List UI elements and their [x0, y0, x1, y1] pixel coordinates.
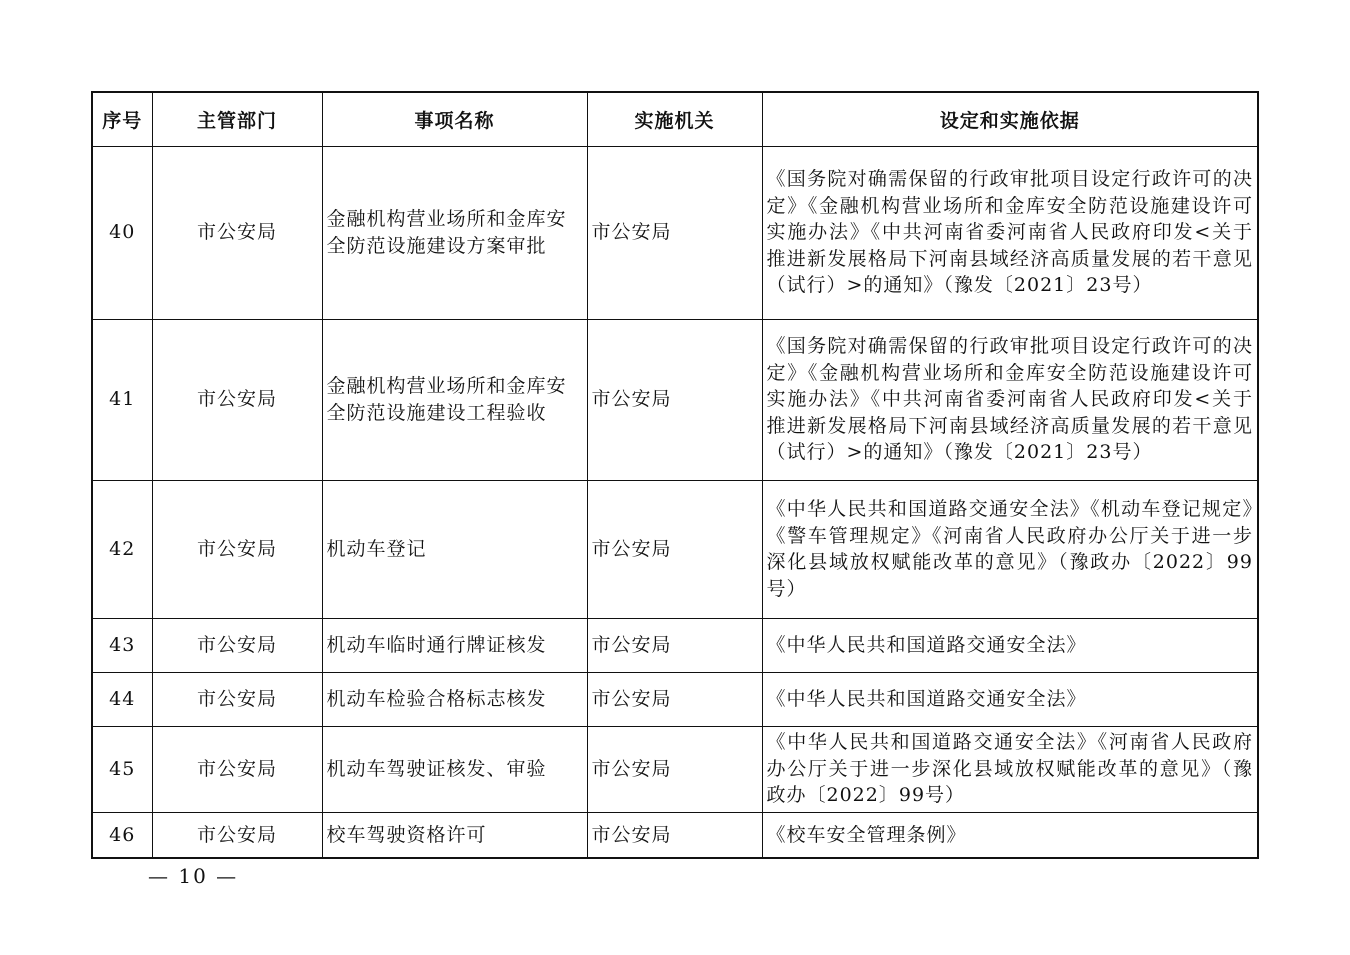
cell-department: 市公安局 [152, 146, 322, 319]
header-row [92, 92, 1258, 146]
cell-implementing-agency: 市公安局 [587, 672, 762, 726]
cell-item-name: 金融机构营业场所和金库安全防范设施建设工程验收 [322, 319, 587, 480]
table-row [92, 672, 1258, 726]
header-serial-number: 序号 [92, 92, 152, 146]
cell-legal-basis: 《中华人民共和国道路交通安全法》 [762, 618, 1258, 672]
cell-serial-number: 41 [92, 319, 152, 480]
cell-department: 市公安局 [152, 480, 322, 618]
cell-legal-basis: 《中华人民共和国道路交通安全法》《河南省人民政府办公厅关于进一步深化县域放权赋能改革的意见》（豫政办〔2022〕99号） [762, 726, 1258, 812]
cell-item-name: 机动车检验合格标志核发 [322, 672, 587, 726]
cell-department: 市公安局 [152, 672, 322, 726]
table-row [92, 618, 1258, 672]
cell-item-name: 机动车驾驶证核发、审验 [322, 726, 587, 812]
table-row [92, 812, 1258, 858]
cell-implementing-agency: 市公安局 [587, 146, 762, 319]
page-number: — 10 — [148, 864, 239, 888]
table-row [92, 319, 1258, 480]
cell-serial-number: 40 [92, 146, 152, 319]
cell-implementing-agency: 市公安局 [587, 812, 762, 858]
cell-serial-number: 42 [92, 480, 152, 618]
table-body [92, 146, 1258, 858]
cell-serial-number: 46 [92, 812, 152, 858]
cell-item-name: 校车驾驶资格许可 [322, 812, 587, 858]
header-legal-basis: 设定和实施依据 [762, 92, 1258, 146]
table-row [92, 146, 1258, 319]
cell-implementing-agency: 市公安局 [587, 726, 762, 812]
cell-legal-basis: 《中华人民共和国道路交通安全法》《机动车登记规定》《警车管理规定》《河南省人民政府办公厅关于进一步深化县域放权赋能改革的意见》（豫政办〔2022〕99号） [762, 480, 1258, 618]
cell-serial-number: 45 [92, 726, 152, 812]
cell-legal-basis: 《国务院对确需保留的行政审批项目设定行政许可的决定》《金融机构营业场所和金库安全防范设施建设许可实施办法》《中共河南省委河南省人民政府印发<关于推进新发展格局下河南县域经济高质量发展的若干意见（试行）>的通知》（豫发〔2021〕23号） [762, 146, 1258, 319]
cell-implementing-agency: 市公安局 [587, 480, 762, 618]
table-row [92, 480, 1258, 618]
cell-legal-basis: 《校车安全管理条例》 [762, 812, 1258, 858]
cell-serial-number: 43 [92, 618, 152, 672]
cell-serial-number: 44 [92, 672, 152, 726]
cell-legal-basis: 《国务院对确需保留的行政审批项目设定行政许可的决定》《金融机构营业场所和金库安全防范设施建设许可实施办法》《中共河南省委河南省人民政府印发<关于推进新发展格局下河南县域经济高质量发展的若干意见（试行）>的通知》（豫发〔2021〕23号） [762, 319, 1258, 480]
cell-department: 市公安局 [152, 726, 322, 812]
table-header [92, 92, 1258, 146]
cell-department: 市公安局 [152, 319, 322, 480]
cell-department: 市公安局 [152, 812, 322, 858]
cell-implementing-agency: 市公安局 [587, 618, 762, 672]
approval-items-table [91, 91, 1259, 859]
cell-item-name: 金融机构营业场所和金库安全防范设施建设方案审批 [322, 146, 587, 319]
header-implementing-agency: 实施机关 [587, 92, 762, 146]
table-row [92, 726, 1258, 812]
cell-department: 市公安局 [152, 618, 322, 672]
header-department: 主管部门 [152, 92, 322, 146]
cell-legal-basis: 《中华人民共和国道路交通安全法》 [762, 672, 1258, 726]
cell-item-name: 机动车临时通行牌证核发 [322, 618, 587, 672]
header-item-name: 事项名称 [322, 92, 587, 146]
cell-item-name: 机动车登记 [322, 480, 587, 618]
cell-implementing-agency: 市公安局 [587, 319, 762, 480]
